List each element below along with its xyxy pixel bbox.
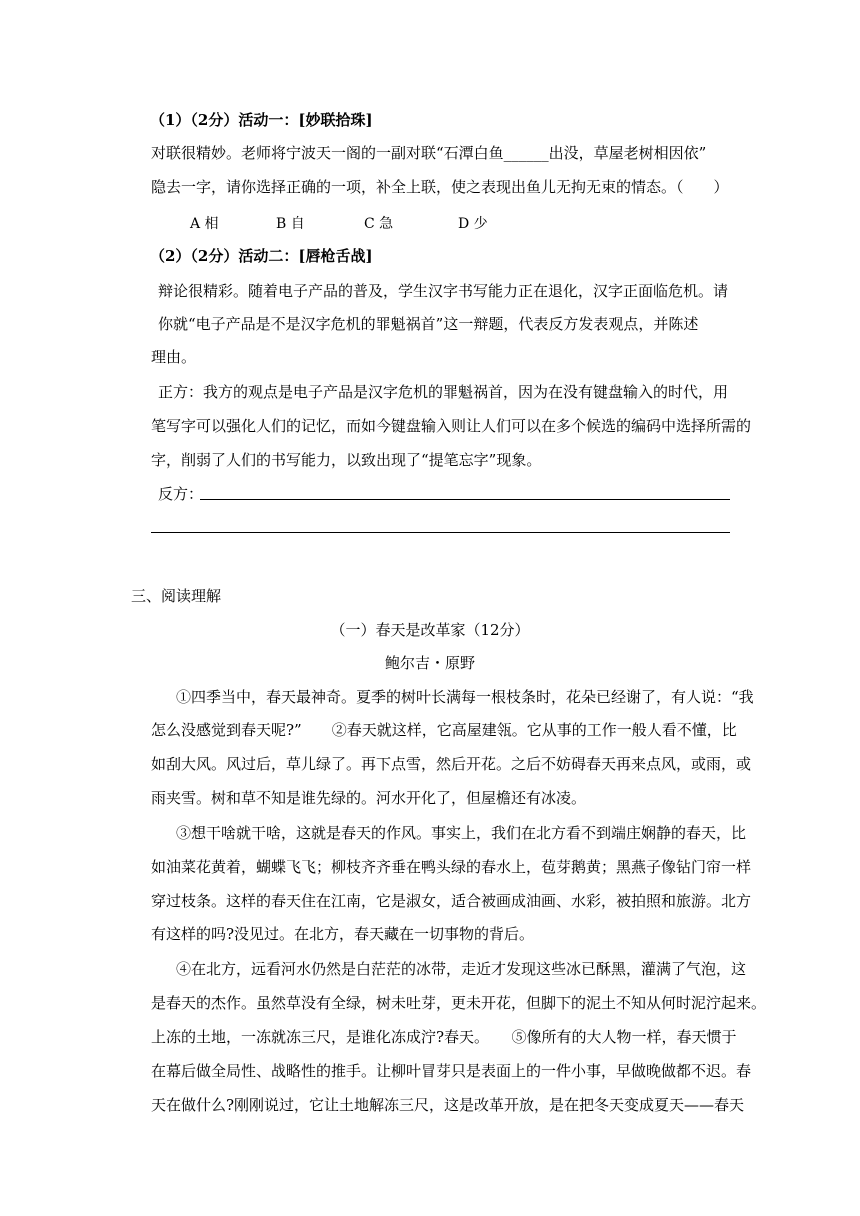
q2-heading: （2）（2分）活动二：[唇枪舌战] [150,247,373,265]
q2-text-line: 理由。 [151,348,197,366]
q2-text-line: 辩论很精彩。随着电子产品的普及，学生汉字书写能力正在退化，汉字正面临危机。请 [158,282,729,300]
paragraph-line: ④在北方，远看河水仍然是白茫茫的冰带，走近才发现这些冰已酥黑，灌满了气泡，这 [176,960,747,978]
article-author: 鲍尔吉・原野 [384,654,475,672]
paragraph-line: 雨夹雪。树和草不知是谁先绿的。河水开化了，但屋檐还有冰凌。 [151,789,587,807]
q2-text-line: 你就“电子产品是不是汉字危机的罪魁祸首”这一辩题，代表反方发表观点，并陈述 [158,315,699,333]
paragraph-line: 如刮大风。风过后，草儿绿了。再下点雪，然后开花。之后不妨碍春天再来点风，或雨，或 [151,755,752,773]
q1-heading: （1）（2分）活动一：[妙联拾珠] [150,111,373,129]
paragraph-line: ③想干啥就干啥，这就是春天的作风。事实上，我们在北方看不到端庄娴静的春天，比 [176,824,747,842]
zhengfang-line: 正方：我方的观点是电子产品是汉字危机的罪魁祸首，因为在没有键盘输入的时代，用 [158,383,729,401]
option-a[interactable]: A 相 [190,216,219,232]
paragraph-line: ①四季当中，春天最神奇。夏季的树叶长满每一根枝条时，花朵已经谢了，有人说：“我 [176,688,754,706]
answer-line[interactable] [151,532,730,533]
paragraph-line: 是春天的杰作。虽然草没有全绿，树未吐芽，更未开花，但脚下的泥土不知从何时泥泞起来。 [151,994,767,1012]
paragraph-line: 天在做什么?刚刚说过，它让土地解冻三尺，这是改革开放，是在把冬天变成夏天——春天 [151,1096,745,1114]
section-title: 三、阅读理解 [131,587,222,605]
q1-text-line: 对联很精妙。老师将宁波天一阁的一副对联“石潭白鱼______出没，草屋老树相因依” [151,144,707,162]
paragraph-line: 上冻的土地，一冻就冻三尺，是谁化冻成泞?春天。 ⑤像所有的大人物一样，春天惯于 [151,1028,737,1046]
zhengfang-line: 字，削弱了人们的书写能力，以致出现了“提笔忘字”现象。 [151,451,542,469]
paragraph-line: 有这样的吗?没见过。在北方，春天藏在一切事物的背后。 [151,925,535,943]
answer-line[interactable] [200,499,730,500]
zhengfang-line: 笔写字可以强化人们的记忆，而如今键盘输入则让人们可以在多个候选的编码中选择所需的 [151,417,752,435]
paragraph-line: 在幕后做全局性、战略性的推手。让柳叶冒芽只是表面上的一件小事，早做晚做都不迟。春 [151,1062,752,1080]
article-title: （一）春天是改革家（12分） [330,621,530,639]
option-d[interactable]: D 少 [458,216,488,232]
q1-text-line: 隐去一字，请你选择正确的一项，补全上联，使之表现出鱼儿无拘无束的情态。（ ） [151,178,729,196]
option-c[interactable]: C 急 [364,216,394,232]
paragraph-line: 穿过枝条。这样的春天住在江南，它是淑女，适合被画成油画、水彩，被拍照和旅游。北方 [151,892,752,910]
fanfang-label: 反方： [158,485,204,503]
paragraph-line: 如油菜花黄着，蝴蝶飞飞；柳枝齐齐垂在鸭头绿的春水上，苞芽鹅黄；黑燕子像钻门帘一样 [151,858,752,876]
paragraph-line: 怎么没感觉到春天呢?” ②春天就这样，它高屋建瓴。它从事的工作一般人看不懂，比 [151,721,737,739]
option-b[interactable]: B 自 [276,216,305,232]
